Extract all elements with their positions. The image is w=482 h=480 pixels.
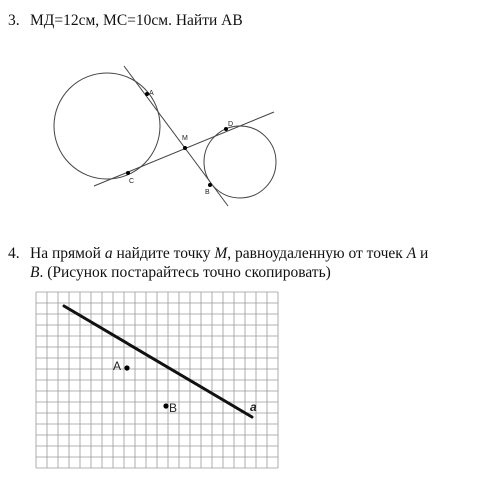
- label-m: M: [182, 135, 188, 142]
- problem-4-line-name: a: [104, 245, 113, 262]
- problem-4-point-m: M: [214, 245, 228, 262]
- problem-4-point-a: A: [406, 245, 417, 262]
- grid-point-a: [124, 365, 129, 370]
- grid-label-a: A: [113, 359, 122, 373]
- grid-point-b: [163, 403, 168, 408]
- problem-4-text-5: . (Рисунок постарайтесь точно скопировать): [39, 264, 331, 281]
- problem-4-point-b: B: [30, 264, 40, 281]
- line-a: [64, 306, 252, 417]
- problem-4-text-4: и: [416, 245, 429, 262]
- label-a: A: [149, 90, 154, 97]
- label-c: C: [129, 178, 135, 185]
- problem-3-number: 3.: [8, 12, 20, 29]
- problem-4-number: 4.: [8, 245, 20, 262]
- grid-label-b: B: [169, 401, 178, 415]
- problem-4-text-1: На прямой: [30, 245, 105, 262]
- grid-paper: [36, 292, 278, 468]
- grid-label-line-a: a: [250, 400, 257, 414]
- label-d: D: [228, 121, 234, 128]
- problem-4-text-2: найдите точку: [112, 245, 215, 262]
- problem-4-text-3: , равноудаленную от точек: [227, 245, 407, 262]
- label-b: B: [205, 189, 210, 196]
- problem-3-text: МД=12см, МС=10см. Найти АВ: [30, 12, 243, 29]
